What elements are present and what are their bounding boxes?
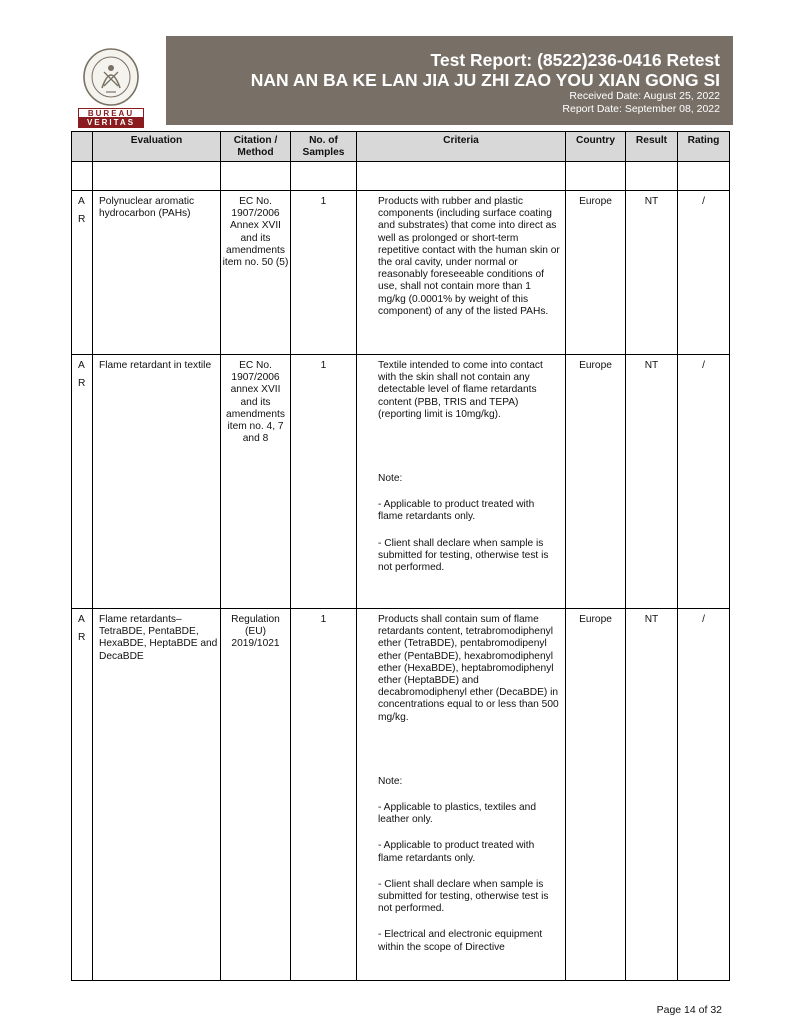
rating-cell: / bbox=[678, 355, 730, 609]
samples-cell: 1 bbox=[291, 609, 357, 981]
criteria-note-item: - Client shall declare when sample is submitted for testing, otherwise test is not performed. bbox=[378, 537, 549, 574]
table-row bbox=[72, 191, 730, 355]
rating-cell: / bbox=[678, 609, 730, 981]
country-cell: Europe bbox=[566, 609, 626, 981]
criteria-cell bbox=[357, 609, 566, 981]
logo-band-top: BUREAU bbox=[78, 108, 144, 118]
criteria-note-item: - Applicable to product treated with flame retardants only. bbox=[378, 840, 535, 864]
report-date: Report Date: September 08, 2022 bbox=[562, 103, 720, 115]
bureau-veritas-logo bbox=[78, 48, 144, 128]
criteria-text: Products shall contain sum of flame retardants content, tetrabromodiphenyl ether (TetraBDE), pentabromodipenyl ether (PentaBDE), hexabromodiphenyl ether (HexaBDE), heptabromodiphenyl ether (HeptaBDE) and decabromodiphenyl ether (DecaBDE) in concentrations equal to or less than 500 mg/kg. bbox=[378, 614, 559, 723]
criteria-cell: Products with rubber and plastic components (including surface coating and substrates) that come into direct as well as prolonged or short-term repetitive contact with the human skin or the oral cavity, under normal or reasonably foreseeable conditions of use, shall not contain more than 1 mg/kg (0.0001% by weight of this component) of any of the listed PAHs. bbox=[357, 191, 566, 355]
result-cell: NT bbox=[626, 609, 678, 981]
result-cell: NT bbox=[626, 355, 678, 609]
criteria-note: Note: bbox=[378, 775, 403, 787]
criteria-note-item: - Applicable to plastics, textiles and leather only. bbox=[378, 802, 536, 826]
criteria-note-item: - Client shall declare when sample is submitted for testing, otherwise test is not performed. bbox=[378, 878, 549, 915]
header-country: Country bbox=[566, 132, 626, 162]
header-evaluation: Evaluation bbox=[93, 132, 221, 162]
citation-cell: EC No. 1907/2006 Annex XVII and its amendments item no. 50 (5) bbox=[221, 191, 291, 355]
header-samples: No. of Samples bbox=[291, 132, 357, 162]
ar-marker: A R bbox=[72, 191, 93, 355]
header-criteria: Criteria bbox=[357, 132, 566, 162]
table-row bbox=[72, 609, 730, 981]
samples-cell: 1 bbox=[291, 355, 357, 609]
received-date: Received Date: August 25, 2022 bbox=[569, 90, 720, 102]
seal-emblem-icon bbox=[82, 48, 140, 106]
criteria-cell bbox=[357, 355, 566, 609]
blank-row bbox=[72, 162, 730, 191]
table-row bbox=[72, 355, 730, 609]
ar-marker: A R bbox=[72, 609, 93, 981]
report-title: Test Report: (8522)236-0416 Retest bbox=[430, 50, 720, 70]
report-header bbox=[166, 36, 733, 125]
table-header-row bbox=[72, 132, 730, 162]
citation-cell: Regulation (EU) 2019/1021 bbox=[221, 609, 291, 981]
header-result: Result bbox=[626, 132, 678, 162]
country-cell: Europe bbox=[566, 191, 626, 355]
country-cell: Europe bbox=[566, 355, 626, 609]
citation-cell: EC No. 1907/2006 annex XVII and its amendments item no. 4, 7 and 8 bbox=[221, 355, 291, 609]
evaluation-cell: Flame retardants– TetraBDE, PentaBDE, HexaBDE, HeptaBDE and DecaBDE bbox=[93, 609, 221, 981]
page-number: Page 14 of 32 bbox=[656, 1004, 722, 1016]
criteria-note: Note: bbox=[378, 473, 403, 485]
evaluation-cell: Polynuclear aromatic hydrocarbon (PAHs) bbox=[93, 191, 221, 355]
evaluation-cell: Flame retardant in textile bbox=[93, 355, 221, 609]
header-rating: Rating bbox=[678, 132, 730, 162]
samples-cell: 1 bbox=[291, 191, 357, 355]
criteria-note-item: - Applicable to product treated with flame retardants only. bbox=[378, 499, 535, 523]
criteria-note-item: - Electrical and electronic equipment within the scope of Directive bbox=[378, 929, 543, 953]
criteria-text: Textile intended to come into contact with the skin shall not contain any detectable level of flame retardants content (PBB, TRIS and TEPA) (reporting limit is 10mg/kg). bbox=[378, 360, 543, 420]
evaluation-table bbox=[71, 131, 730, 981]
ar-marker: A R bbox=[72, 355, 93, 609]
header-citation: Citation / Method bbox=[221, 132, 291, 162]
header-marker bbox=[72, 132, 93, 162]
logo-band-bottom: VERITAS bbox=[78, 118, 144, 128]
rating-cell: / bbox=[678, 191, 730, 355]
result-cell: NT bbox=[626, 191, 678, 355]
company-name: NAN AN BA KE LAN JIA JU ZHI ZAO YOU XIAN GONG SI bbox=[250, 70, 720, 90]
